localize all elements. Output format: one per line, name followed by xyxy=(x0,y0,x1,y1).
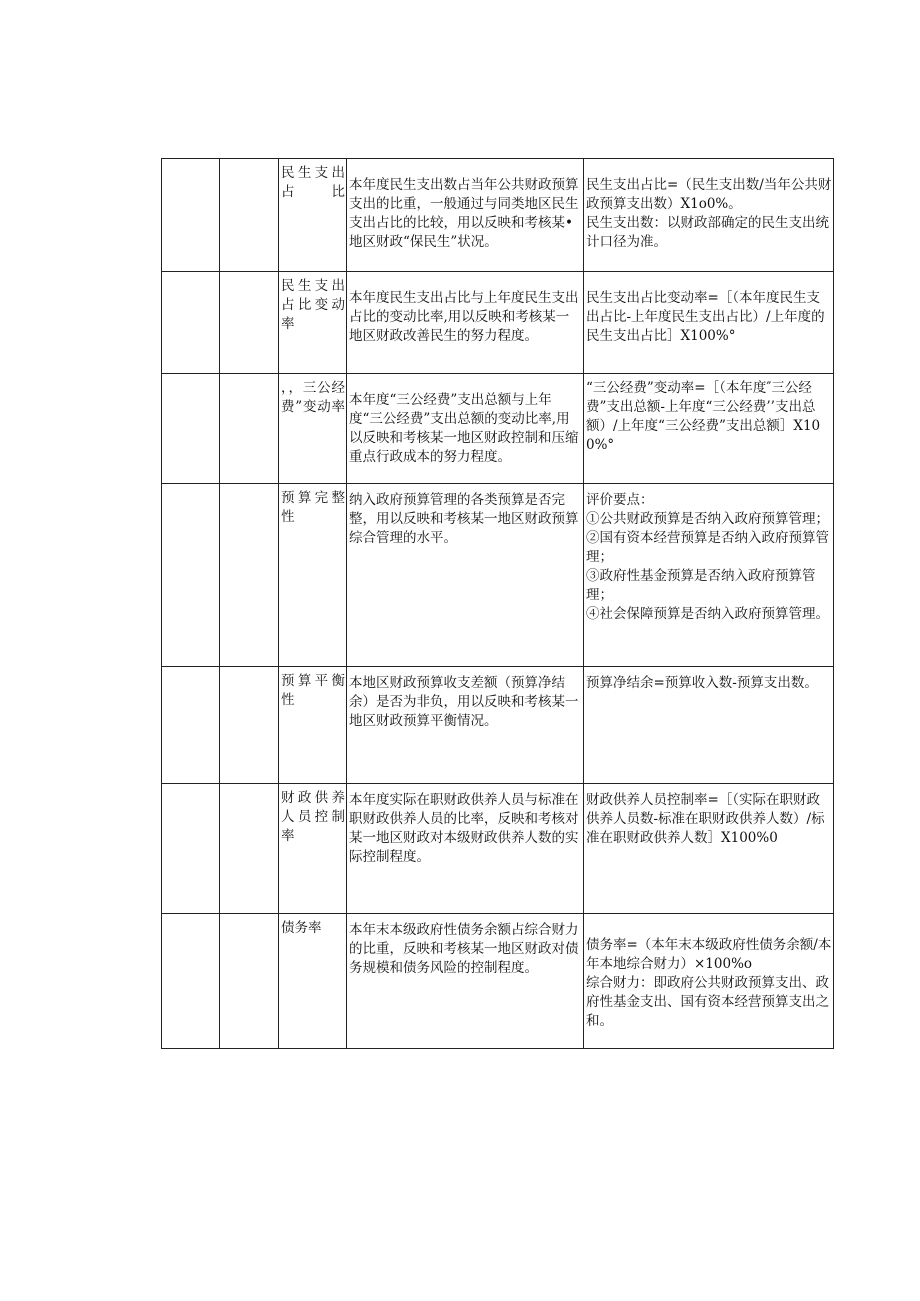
formula-line: ②国有资本经营预算是否纳入政府预算管理； xyxy=(586,530,829,565)
indicator-formula xyxy=(584,484,834,667)
indicator-table xyxy=(161,158,834,1049)
indicator-formula xyxy=(584,159,834,272)
formula-line: 民生支出数：以财政部确定的民生支出统计口径为准。 xyxy=(586,215,829,250)
blank-cell xyxy=(162,484,220,667)
formula-line: “三公经费”变动率=［（本年度″三公经费”支出总额-上年度“三公经费’’支出总额）/上年度“三公经费”支出总额］X100%° xyxy=(586,380,821,453)
indicator-description: 本年度实际在职财政供养人员与标准在职财政供养人员的比率，反映和考核对某一地区财政对本级财政供养人数的实际控制程度。 xyxy=(347,784,584,914)
blank-cell xyxy=(220,667,279,784)
blank-cell xyxy=(162,272,220,374)
blank-cell xyxy=(162,914,220,1049)
formula-line: ④社会保障预算是否纳入政府预算管理。 xyxy=(586,606,829,622)
indicator-formula xyxy=(584,784,834,914)
indicator-formula xyxy=(584,914,834,1049)
formula-line: 财政供养人员控制率=［（实际在职财政供养人员数-标准在职财政供养人数）/标准在职财政供养人数］X100%0 xyxy=(586,792,825,846)
blank-cell xyxy=(162,667,220,784)
indicator-formula xyxy=(584,374,834,484)
formula-line: 预算净结余=预算收入数-预算支出数。 xyxy=(586,675,818,691)
blank-cell xyxy=(220,784,279,914)
blank-cell xyxy=(162,159,220,272)
blank-cell xyxy=(220,374,279,484)
indicator-description: 本年末本级政府性债务余额占综合财力的比重，反映和考核某一地区财政对债务规模和债务风险的控制程度。 xyxy=(347,914,584,1049)
formula-line: 综合财力：即政府公共财政预算支出、政府性基金支出、国有资本经营预算支出之和。 xyxy=(586,975,829,1029)
indicator-name: ，，三公经费”变动率 xyxy=(279,374,347,484)
table-row xyxy=(162,272,834,374)
indicator-description: 本地区财政预算收支差额（预算净结余）是否为非负，用以反映和考核某一地区财政预算平衡情况。 xyxy=(347,667,584,784)
table-row xyxy=(162,374,834,484)
indicator-formula xyxy=(584,272,834,374)
indicator-name: 债务率 xyxy=(279,914,347,1049)
blank-cell xyxy=(220,914,279,1049)
indicator-description: 纳入政府预算管理的各类预算是否完整，用以反映和考核某一地区财政预算综合管理的水平。 xyxy=(347,484,584,667)
table-row xyxy=(162,159,834,272)
formula-line: ③政府性基金预算是否纳入政府预算管理； xyxy=(586,568,816,603)
indicator-description: 本年度“三公经费”支出总额与上年度“三公经费”支出总额的变动比率,用以反映和考核某一地区财政控制和压缩重点行政成本的努力程度。 xyxy=(347,374,584,484)
blank-cell xyxy=(220,484,279,667)
indicator-name: 预算平衡性 xyxy=(279,667,347,784)
table-row xyxy=(162,914,834,1049)
formula-line: 民生支出占比变动率=［（本年度民生支出占比-上年度民生支出占比）/上年度的民生支出占比］X100%° xyxy=(586,290,825,344)
formula-line: 民生支出占比=（民生支出数/当年公共财政预算支出数）X1o0%。 xyxy=(586,177,832,212)
formula-line: 评价要点： xyxy=(586,492,654,508)
blank-cell xyxy=(162,374,220,484)
blank-cell xyxy=(162,784,220,914)
indicator-formula xyxy=(584,667,834,784)
indicator-name: 民生支出占比变动率 xyxy=(279,272,347,374)
indicator-name: 民生支出占比 xyxy=(279,159,347,272)
formula-line: ①公共财政预算是否纳入政府预算管理； xyxy=(586,511,829,527)
indicator-description: 本年度民生支出占比与上年度民生支出占比的变动比率,用以反映和考核某一地区财政改善民生的努力程度。 xyxy=(347,272,584,374)
table-row xyxy=(162,484,834,667)
blank-cell xyxy=(220,159,279,272)
indicator-name: 财政供养人员控制率 xyxy=(279,784,347,914)
formula-line: 债务率=（本年末本级政府性债务余额/本年本地综合财力）×100%o xyxy=(586,937,832,972)
indicator-description: 本年度民生支出数占当年公共财政预算支出的比重，一般通过与同类地区民生支出占比的比较，用以反映和考核某•地区财政“保民生”状况。 xyxy=(347,159,584,272)
table-row xyxy=(162,667,834,784)
indicator-name: 预算完整性 xyxy=(279,484,347,667)
blank-cell xyxy=(220,272,279,374)
table-row xyxy=(162,784,834,914)
